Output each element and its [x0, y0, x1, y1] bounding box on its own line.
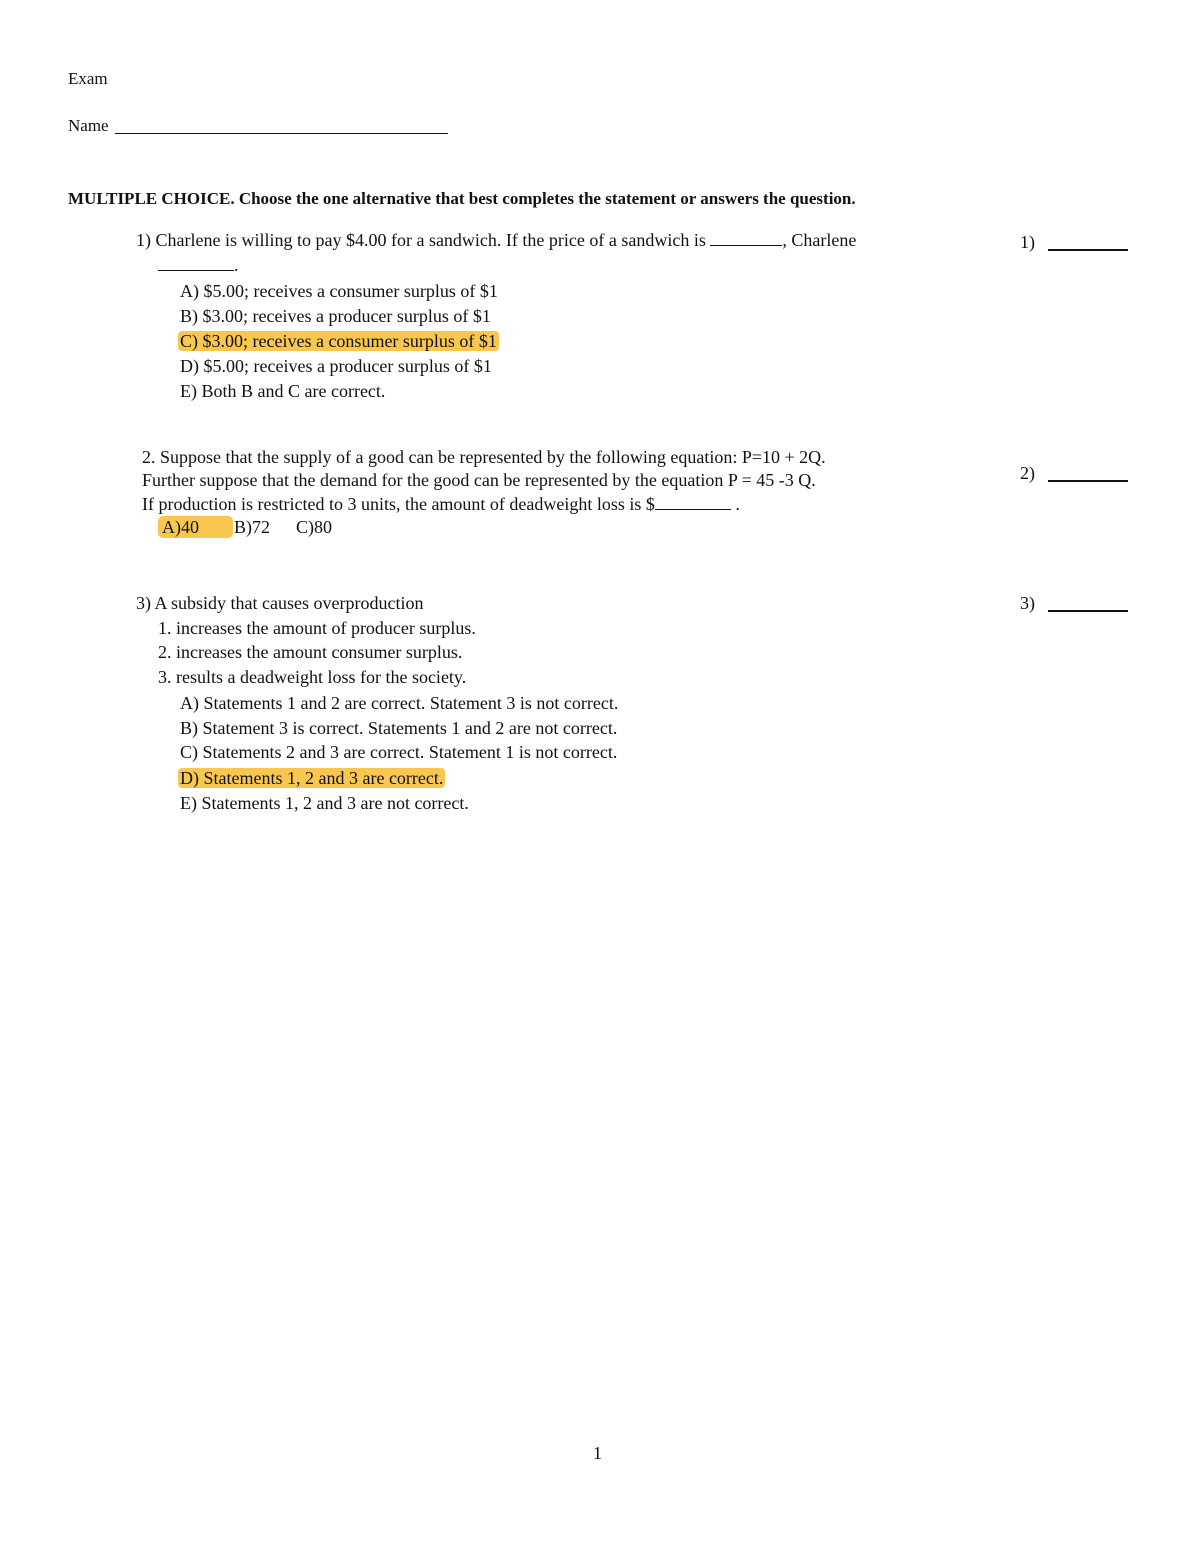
q2-answer-line[interactable]: [1048, 480, 1128, 482]
q2-line3-end: .: [730, 494, 740, 514]
q2-answer-number: 2): [1020, 463, 1035, 483]
q3-statement-2: 2. increases the amount consumer surplus.: [158, 642, 463, 662]
q1-option-c-text: C) $3.00; receives a consumer surplus of $1: [180, 331, 497, 351]
q2-line1: 2. Suppose that the supply of a good can be represented by the following equation: P=10 + 2Q.: [142, 447, 826, 467]
q2-line3: [142, 493, 740, 515]
q1-answer-number: 1): [1020, 232, 1035, 252]
q1-answer-line[interactable]: [1048, 249, 1128, 251]
q2-option-a[interactable]: A)40: [162, 517, 199, 537]
q1-option-c-highlighted[interactable]: [180, 330, 499, 352]
q3-option-d-highlighted[interactable]: [180, 767, 445, 789]
q3-statement-1: 1. increases the amount of producer surplus.: [158, 618, 476, 638]
q3-option-e[interactable]: E) Statements 1, 2 and 3 are not correct.: [180, 793, 469, 813]
q1-blank-1: [710, 231, 782, 246]
section-instructions: Choose the one alternative that best completes the statement or answers the question.: [238, 189, 856, 208]
q3-stem: 3) A subsidy that causes overproduction: [136, 593, 424, 613]
q1-blank-2: [158, 256, 234, 271]
q3-answer-number: 3): [1020, 593, 1035, 613]
section-heading-label: MULTIPLE CHOICE.: [68, 189, 235, 208]
exam-label: Exam: [68, 69, 108, 88]
name-label: Name: [68, 116, 109, 135]
q1-option-e[interactable]: E) Both B and C are correct.: [180, 381, 386, 401]
q1-stem-part-b: , Charlene: [782, 230, 857, 250]
q1-stem-part-c: .: [234, 255, 239, 275]
q1-option-d[interactable]: D) $5.00; receives a producer surplus of $1: [180, 356, 492, 376]
q3-option-d-text: D) Statements 1, 2 and 3 are correct.: [180, 768, 444, 788]
q3-option-b[interactable]: B) Statement 3 is correct. Statements 1 and 2 are not correct.: [180, 718, 618, 738]
q3-option-a[interactable]: A) Statements 1 and 2 are correct. Statement 3 is not correct.: [180, 693, 619, 713]
q3-answer-line[interactable]: [1048, 610, 1128, 612]
q2-line2: Further suppose that the demand for the good can be represented by the equation P = 45 -3 Q.: [142, 470, 816, 490]
q1-stem-line2: [158, 254, 239, 276]
q3-statement-3: 3. results a deadweight loss for the society.: [158, 667, 467, 687]
q2-option-c[interactable]: C)80: [296, 517, 332, 537]
q3-option-c[interactable]: C) Statements 2 and 3 are correct. Statement 1 is not correct.: [180, 742, 618, 762]
section-heading: [68, 188, 856, 210]
q1-option-b[interactable]: B) $3.00; receives a producer surplus of $1: [180, 306, 491, 326]
q1-stem-line1: [136, 229, 856, 251]
page-number: 1: [593, 1443, 602, 1463]
name-field-line[interactable]: [115, 133, 448, 134]
q1-stem-part-a: 1) Charlene is willing to pay $4.00 for a sandwich. If the price of a sandwich is: [136, 230, 706, 250]
q2-blank: [655, 495, 731, 510]
q2-option-b[interactable]: B)72: [234, 517, 270, 537]
q1-option-a[interactable]: A) $5.00; receives a consumer surplus of $1: [180, 281, 498, 301]
q2-line3-text: If production is restricted to 3 units, the amount of deadweight loss is $: [142, 494, 655, 514]
